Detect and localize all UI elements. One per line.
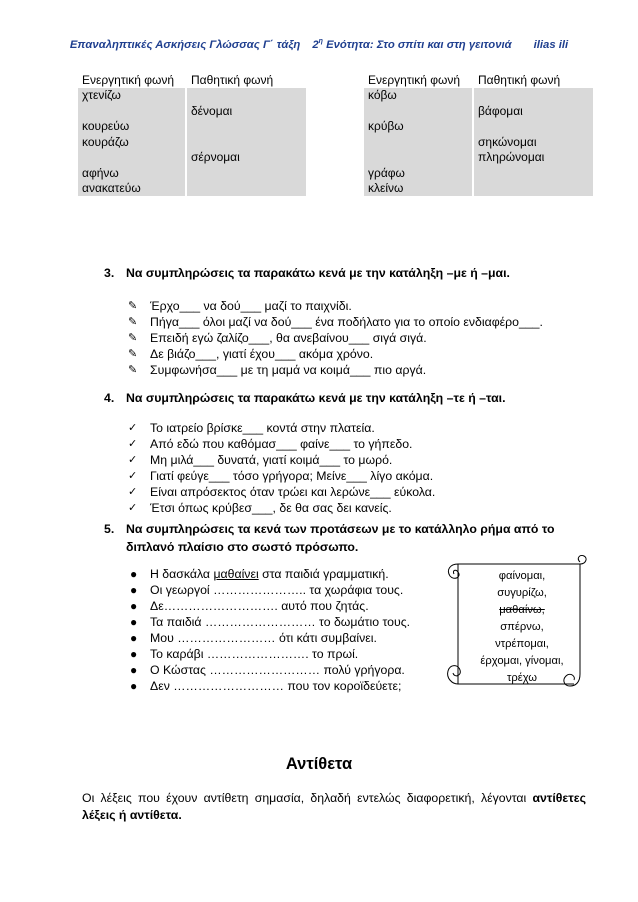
page-header [0,38,638,51]
pen-icon: ✎ [128,332,138,344]
question-number: 4. [104,391,115,405]
list-item [128,346,543,362]
active-voice-cell: χτενίζω [78,88,186,104]
question-number: 5. [104,522,115,536]
item-text-after: στα παιδιά γραμματική. [258,567,389,581]
active-voice-cell: ανακατεύω [78,181,186,197]
table-row [78,134,306,150]
active-voice-cell [78,150,186,166]
round-bullet-icon: ● [130,647,138,661]
active-voice-cell: κόβω [364,88,473,104]
list-item [128,420,435,436]
column-header-active: Ενεργητική φωνή [78,72,186,88]
round-bullet-icon: ● [130,583,138,597]
item-text: Το ιατρείο βρίσκε___ κοντά στην πλατεία. [150,421,375,435]
checkmark-icon: ✓ [128,470,138,482]
checkmark-icon: ✓ [128,454,138,466]
question-text: Να συμπληρώσεις τα παρακάτω κενά με την κατάληξη –με ή –μαι. [126,266,510,280]
table-row [78,181,306,197]
list-item [128,314,543,330]
word-box-item: φαίνομαι, [498,570,546,582]
section-heading: Αντίθετα [285,755,353,773]
passive-voice-cell [473,88,593,104]
list-item [128,582,410,598]
list-item [128,436,435,452]
active-voice-cell [364,134,473,150]
item-text: Πήγα___ όλοι μαζί να δού___ ένα ποδήλατο για το οποίο ενδιαφέρο___. [150,315,543,329]
list-item [128,630,410,646]
pen-icon: ✎ [128,300,138,312]
passive-voice-cell: δένομαι [186,103,306,119]
item-text: Δε βιάζο___, γιατί έχου___ ακόμα χρόνο. [150,347,374,361]
passive-voice-cell [473,119,593,135]
table-row [364,181,593,197]
item-text: Μη μιλά___ δυνατά, γιατί κοιμά___ το μωρό. [150,453,393,467]
list-item [128,298,543,314]
item-text: Τα παιδιά ……………………… το δωμάτιο τους. [150,615,411,629]
active-voice-cell: κρύβω [364,119,473,135]
active-voice-cell [78,103,186,119]
question-5-list [128,566,410,694]
checkmark-icon: ✓ [128,422,138,434]
word-box-item-used: μαθαίνω, [499,604,545,616]
table-row [364,88,593,104]
list-item [128,678,410,694]
list-item [128,598,410,614]
item-text: Γιατί φεύγε___ τόσο γρήγορα; Μείνε___ λίγο ακόμα. [150,469,434,483]
active-voice-cell: κουρεύω [78,119,186,135]
item-text: Μου …………………… ότι κάτι συμβαίνει. [150,631,377,645]
question-number: 3. [104,266,115,280]
item-text: Ο Κώστας ……………………… πολύ γρήγορα. [150,663,405,677]
active-voice-cell: αφήνω [78,165,186,181]
list-item [128,452,435,468]
list-item [128,484,435,500]
list-item [128,362,543,378]
word-box-item: τρέχω [506,672,538,684]
item-text: Συμφωνήσα___ με τη μαμά να κοιμά___ πιο αργά. [150,363,427,377]
checkmark-icon: ✓ [128,486,138,498]
passive-voice-cell: βάφομαι [473,103,593,119]
table-row [78,88,306,104]
table-row [78,103,306,119]
word-box-item: έρχομαι, γίνομαι, [480,655,564,667]
passive-voice-cell [186,88,306,104]
round-bullet-icon: ● [130,615,138,629]
header-unit-number: 2 [312,38,319,51]
list-item [128,566,410,582]
item-text-before: Η δασκάλα [150,567,214,581]
passive-voice-cell: σηκώνομαι [473,134,593,150]
round-bullet-icon: ● [130,679,138,693]
table-row [78,165,306,181]
item-text: Είναι απρόσεκτος όταν τρώει και λερώνε___ εύκολα. [150,485,436,499]
active-voice-cell [364,103,473,119]
item-text: Δε………………………. αυτό που ζητάς. [150,599,369,613]
pen-icon: ✎ [128,364,138,376]
table-header-row [364,72,593,88]
list-item [128,468,435,484]
example-verb: μαθαίνει [213,567,259,581]
round-bullet-icon: ● [130,663,138,677]
column-header-active: Ενεργητική φωνή [364,72,473,88]
header-title: Επαναληπτικές Ασκήσεις Γλώσσας Γ΄ τάξη [69,38,301,51]
table-row [78,150,306,166]
word-box-list [466,568,578,687]
question-5-title [104,520,586,556]
question-text-line-1: Να συμπληρώσεις τα κενά των προτάσεων με το κατάλληλο ρήμα από το [126,522,555,536]
column-header-passive: Παθητική φωνή [473,72,593,88]
table-row [364,150,593,166]
list-item [128,500,435,516]
question-4-list [128,420,435,516]
word-box-scroll [440,554,588,692]
question-4-title [104,391,506,405]
passive-voice-cell [186,134,306,150]
active-voice-cell: κουράζω [78,134,186,150]
item-text: Οι γεωργοί ………………….. τα χωράφια τους. [150,583,404,597]
passive-voice-cell [186,119,306,135]
voice-table-right [364,72,593,196]
column-header-passive: Παθητική φωνή [186,72,306,88]
table-row [364,103,593,119]
passive-voice-cell [473,165,593,181]
list-item [128,662,410,678]
question-3-list [128,298,543,378]
pen-icon: ✎ [128,316,138,328]
passive-voice-cell [186,165,306,181]
item-text: Το καράβι ……………………. το πρωί. [150,647,359,661]
checkmark-icon: ✓ [128,438,138,450]
table-row [78,119,306,135]
paragraph-text: Οι λέξεις που έχουν αντίθετη σημασία, δηλαδή εντελώς διαφορετική, λέγονται [82,791,533,805]
paragraph-bold-text: αντίθετες λέξεις ή αντίθετα. [82,791,586,822]
round-bullet-icon: ● [130,599,138,613]
item-text: Έρχο___ να δού___ μαζί το παιχνίδι. [150,299,352,313]
word-box-item: συγυρίζω, [497,587,547,599]
antonyms-paragraph [82,790,586,824]
table-row [364,134,593,150]
table-row [364,165,593,181]
pen-icon: ✎ [128,348,138,360]
question-text-line-2: διπλανό πλαίσιο στο σωστό πρόσωπο. [126,540,359,554]
word-box-item: σπέρνω, [500,621,544,633]
passive-voice-cell [186,181,306,197]
voice-table-left [78,72,306,196]
passive-voice-cell: σέρνομαι [186,150,306,166]
active-voice-cell [364,150,473,166]
table-header-row [78,72,306,88]
header-unit-text: Ενότητα: Στο σπίτι και στη γειτονιά [326,38,512,51]
active-voice-cell: γράφω [364,165,473,181]
passive-voice-cell [473,181,593,197]
round-bullet-icon: ● [130,631,138,645]
passive-voice-cell: πληρώνομαι [473,150,593,166]
question-text: Να συμπληρώσεις τα παρακάτω κενά με την κατάληξη –τε ή –ται. [126,391,506,405]
round-bullet-icon: ● [130,567,138,581]
item-text: Έτσι όπως κρύβεσ___, δε θα σας δει κανείς. [150,501,392,515]
header-author: ilias ili [533,38,569,51]
word-box-item: ντρέπομαι, [495,638,549,650]
checkmark-icon: ✓ [128,502,138,514]
item-text: Από εδώ που καθόμασ___ φαίνε___ το γήπεδο. [150,437,413,451]
table-row [364,119,593,135]
active-voice-cell: κλείνω [364,181,473,197]
list-item [128,614,410,630]
header-unit-sup: η [318,38,323,45]
list-item [128,330,543,346]
question-3-title [104,266,510,280]
item-text: Δεν ……………………… που τον κοροϊδεύετε; [150,679,402,693]
item-text: Επειδή εγώ ζαλίζο___, θα ανεβαίνου___ σιγά σιγά. [150,331,427,345]
list-item [128,646,410,662]
